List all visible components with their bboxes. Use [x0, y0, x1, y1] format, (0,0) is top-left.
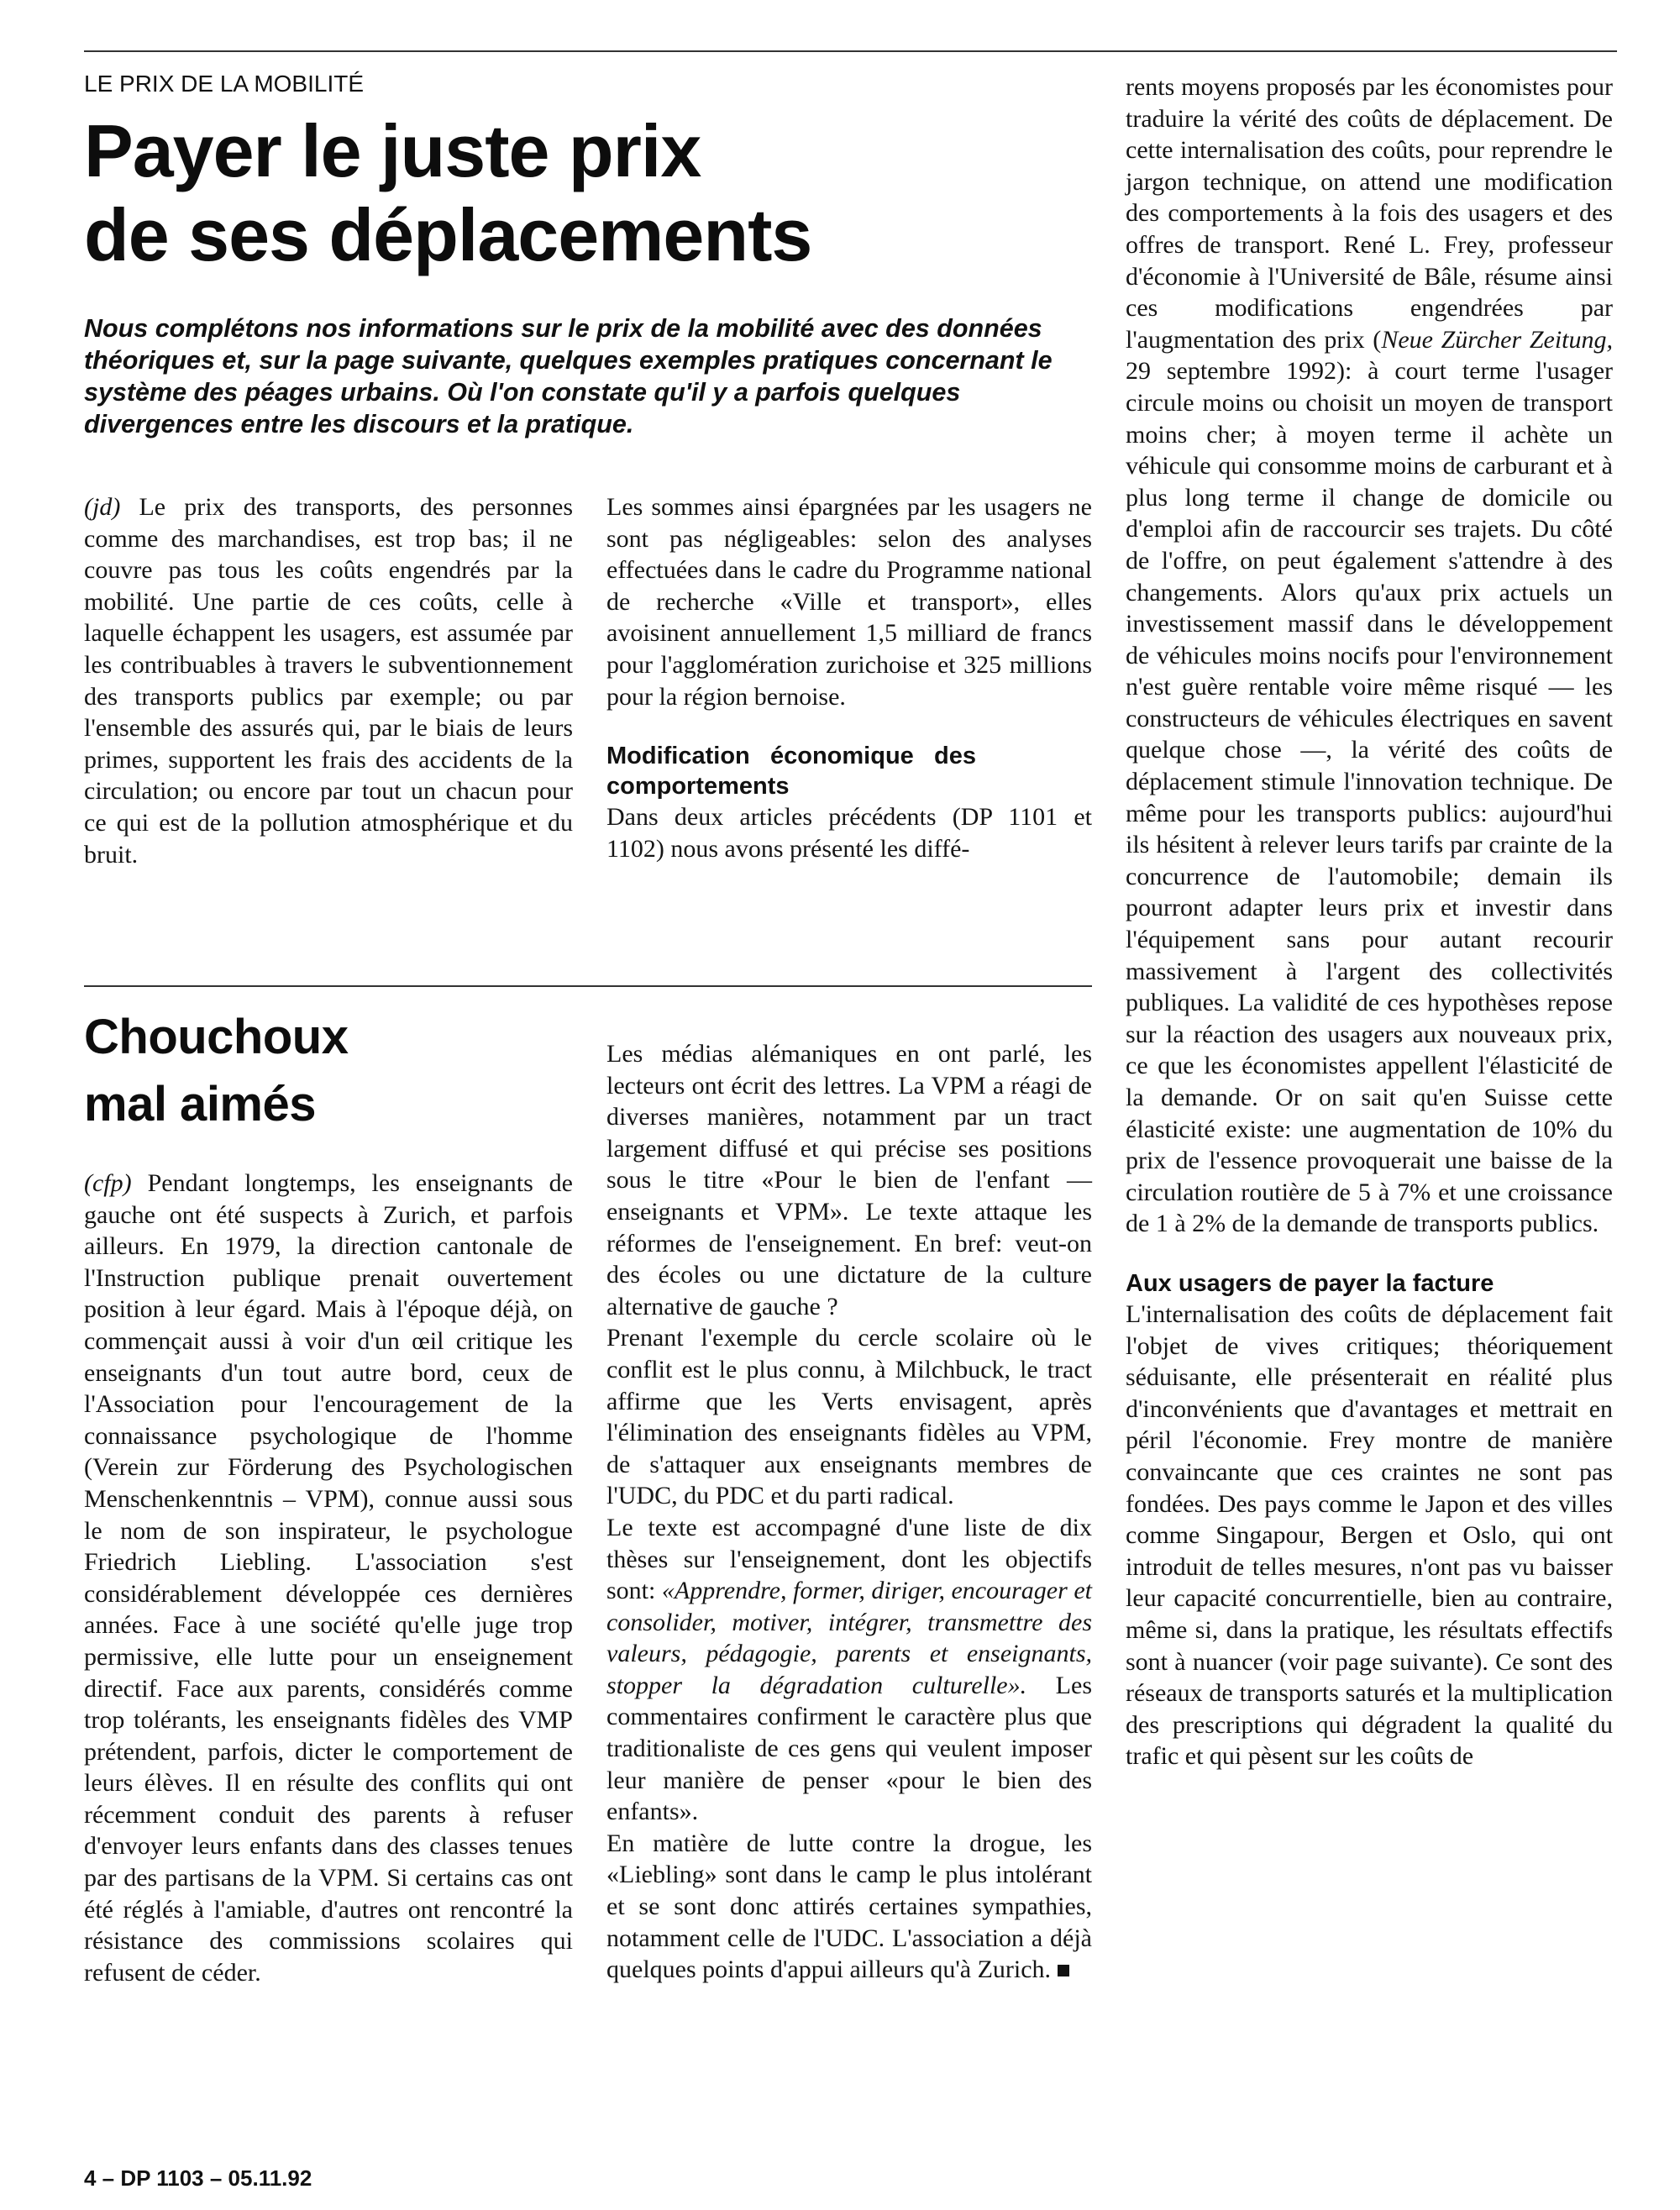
article2-p5-text: En matière de lutte contre la drogue, les «Liebling» sont dans le camp le plus intolérant et se sont donc attirés certaines sympathies, notamment celle de l'UDC. L'association a déjà quelques points d'appui ailleurs qu'à Zurich. — [606, 1829, 1092, 1984]
page-footer: 4 – DP 1103 – 05.11.92 — [84, 2165, 312, 2191]
subhead-usagers: Aux usagers de payer la facture — [1126, 1269, 1494, 1297]
article2-title-line-1: Chouchoux — [84, 1010, 349, 1064]
article1-paragraph-5: L'internalisation des coûts de déplacement fait l'objet de vives critiques; théoriquement séduisante, elle présenterait en réalité plus d'inconvénients que d'avantages et mettrait en péril l'économie. Frey montre de manière convaincante que ces craintes ne sont pas fondées. Des pays comme le Japon et des villes comme Singapour, Bergen et Oslo, qui ont introduit de telles mesures, n'ont pas vu baisser leur capacité concurrentielle, bien au contraire, même si, dans la pratique, les résultats effectifs sont à nuancer (voir page suivante). Ce sont des réseaux de transports saturés et la multiplication des prescriptions qui dégradent la qualité du trafic et qui pèsent sur les coûts de — [1126, 1299, 1613, 1771]
source-citation: Neue Zürcher Zeitung, — [1381, 325, 1613, 354]
article-kicker: LE PRIX DE LA MOBILITÉ — [84, 71, 365, 97]
article1-column-2 — [606, 491, 1092, 864]
author-initials-2: (cfp) — [84, 1169, 132, 1197]
article2-p4-end: Les commentaires confirment le caractère plus que traditionaliste de ces gens qui veulent imposer leur manière de penser «pour le bien des enfants». — [606, 1671, 1092, 1826]
article2-p4-start: Le texte est accompagné d'une liste de dix thèses sur l'enseignement, dont les objectifs sont: — [606, 1513, 1092, 1605]
article1-paragraph-3: Dans deux articles précédents (DP 1101 et 1102) nous avons présenté les diffé- — [606, 803, 1092, 863]
article-title — [84, 109, 1092, 277]
article1-p4-end: 29 septembre 1992): à court terme l'usager circule moins ou choisit un moyen de transport moins cher; à moyen terme il achète un véhicule qui consomme moins de carburant et à plus long terme il change de domicile ou d'emploi afin de raccourcir ses trajets. Du côté de l'offre, on peut également s'attendre à des changements. Alors qu'aux prix actuels un investissement massif dans le développement de véhicules moins nocifs pour l'environnement n'est guère rentable voire même risqué — les constructeurs de véhicules électriques en savent quelque chose —, la vérité des coûts de déplacement stimule l'innovation technique. De même pour les transports publics: aujourd'hui ils hésitent à relever leurs tarifs par crainte de la concurrence de l'automobile; demain ils pourront adapter leurs prix et investir dans l'équipement sans pour autant recourir massivement à l'argent des collectivités publiques. La validité de ces hypothèses repose sur la réaction des usagers aux nouveaux prix, ce que les économistes appellent l'élasticité de la demande. Or on sait qu'en Suisse cette élasticité existe: une augmentation de 10% du prix de l'essence provoquerait une baisse de la circulation routière de 5 à 7% et une croissance de 1 à 2% de la demande de transports publics. — [1126, 357, 1613, 1238]
article2-column-1 — [84, 1168, 573, 1988]
article1-body-1: Le prix des transports, des personnes comme des marchandises, est trop bas; il ne couvre pas tous les coûts engendrés par la mobilité. Une partie de ces coûts, celle à laquelle échappent les usagers, est assumée par les contribuables à travers le subventionnement des transports publics par exemple; ou par l'ensemble des assurés qui, par le biais de leurs primes, supportent les frais des accidents de la circulation; ou encore par tout un chacun pour ce qui est de la pollution atmosphérique et du bruit. — [84, 493, 573, 869]
article2-paragraph-4 — [606, 1512, 1092, 1828]
article2-title — [84, 1004, 554, 1138]
article1-column-1 — [84, 491, 573, 870]
subhead-modification: Modification économique des comportements — [606, 743, 976, 801]
top-rule — [84, 50, 1617, 52]
section-divider — [84, 985, 1092, 987]
article2-column-2 — [606, 1038, 1092, 1986]
author-initials: (jd) — [84, 493, 121, 521]
article-lead: Nous complétons nos informations sur le prix de la mobilité avec des données théoriques et, sur la page suivante, quelques exemples pratiques concernant le système des péages urbains. Où l'on constate qu'il y a parfois quelques divergences entre les discours et la pratique. — [84, 314, 1053, 438]
article2-title-line-2: mal aimés — [84, 1077, 317, 1131]
end-of-article-mark — [1058, 1965, 1069, 1976]
article2-paragraph-3: Prenant l'exemple du cercle scolaire où le conflit est le plus connu, à Milchbuck, le tract affirme que les Verts envisagent, après l'élimination des enseignants fidèles au VPM, de s'attaquer aux enseignants membres de l'UDC, du PDC et du parti radical. — [606, 1324, 1092, 1510]
article1-paragraph-1 — [84, 491, 573, 870]
article2-paragraph-2: Les médias alémaniques en ont parlé, les lecteurs ont écrit des lettres. La VPM a réagi de diverses manières, notamment par un tract largement diffusé et qui précise ses positions sous le titre «Pour le bien de l'enfant — enseignants et VPM». Le texte attaque les réformes de l'enseignement. En bref: veut-on des écoles ou une dictature de la culture alternative de gauche ? — [606, 1040, 1092, 1320]
article2-body-1: Pendant longtemps, les enseignants de gauche ont été suspects à Zurich, et parfois ailleurs. En 1979, la direction cantonale de l'Instruction publique prenait ouvertement position à leur égard. Mais à l'époque déjà, on commençait aussi à voir d'un œil critique les enseignants d'un tout autre bord, ceux de l'Association pour l'encouragement de la connaissance psychologique de l'homme (Verein zur Förderung des Psychologischen Menschenkenntnis – VPM), connue aussi sous le nom de son inspirateur, le psychologue Friedrich Liebling. L'association s'est considérablement développée ces dernières années. Face à une société qu'elle juge trop permissive, elle lutte pour un enseignement directif. Face aux parents, considérés comme trop tolérants, les enseignants fidèles des VMP prétendent, parfois, dicter le comportement de leurs élèves. Il en résulte des conflits qui ont récemment conduit des parents à refuser d'envoyer leurs enfants dans des classes tenues par des partisans de la VPM. Si certains cas ont été réglés à l'amiable, d'autres ont rencontré la résistance des commissions scolaires qui refusent de céder. — [84, 1169, 573, 1987]
article-title-line-2: de ses déplacements — [84, 193, 812, 276]
article1-p4-start: rents moyens proposés par les économistes pour traduire la vérité des coûts de déplacement. De cette internalisation des coûts, pour reprendre le jargon technique, on attend une modification des comportements à la fois des usagers et des offres de transport. René L. Frey, professeur d'économie à l'Université de Bâle, résume ainsi ces modifications engendrées par l'augmentation des prix ( — [1126, 73, 1613, 354]
article1-column-3 — [1126, 71, 1613, 1772]
article2-paragraph-5 — [606, 1828, 1092, 1986]
article-title-line-1: Payer le juste prix — [84, 109, 701, 192]
article1-paragraph-4 — [1126, 71, 1613, 1240]
article2-quote: «Apprendre, former, diriger, encourager et consolider, motiver, intégrer, transmettre des valeurs, pédagogie, parents et enseignants, stopper la dégradation culturelle». — [606, 1577, 1092, 1699]
article1-paragraph-2: Les sommes ainsi épargnées par les usagers ne sont pas négligeables: selon des analyses effectuées dans le cadre du Programme national de recherche «Ville et transport», elles avoisinent annuellement 1,5 milliard de francs pour l'agglomération zurichoise et 325 millions pour la région bernoise. — [606, 493, 1092, 711]
article2-paragraph-1 — [84, 1168, 573, 1988]
